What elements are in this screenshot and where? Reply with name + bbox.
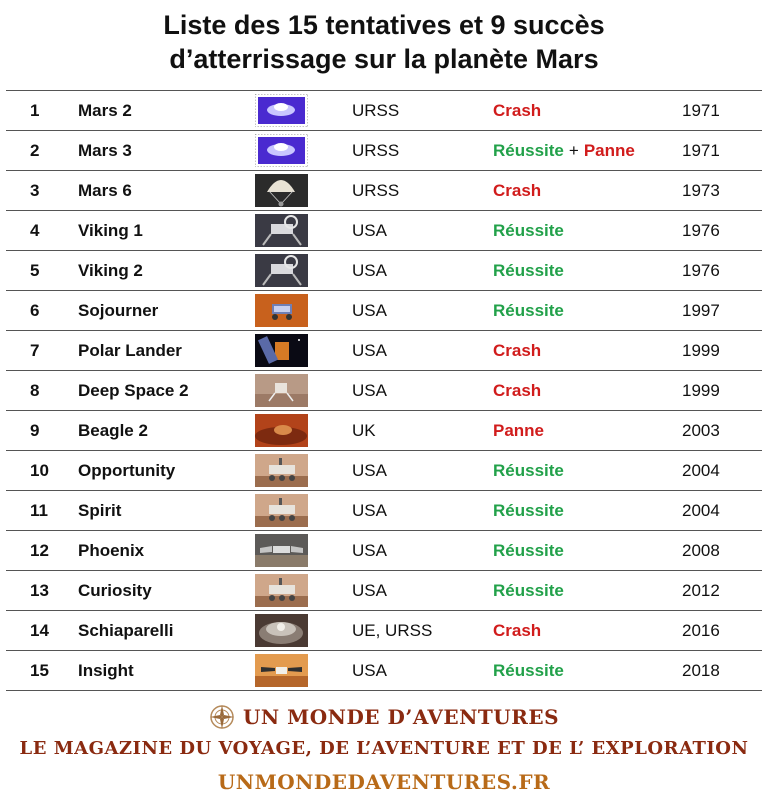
mission-status (493, 371, 541, 410)
status-label: Réussite (493, 501, 564, 520)
mission-thumbnail (255, 614, 308, 647)
row-number: 14 (30, 621, 49, 640)
status-label: Crash (493, 181, 542, 200)
mission-country: UE, URSS (352, 621, 433, 640)
status-label: Réussite (493, 261, 564, 280)
table-row (6, 371, 762, 411)
table-row (6, 451, 762, 491)
status-label: Réussite (493, 301, 564, 320)
title-line-2: d’atterrissage sur la planète Mars (169, 44, 599, 74)
mission-year: 2004 (682, 501, 720, 520)
status-label: Réussite (493, 141, 564, 160)
mission-name: Opportunity (78, 461, 176, 480)
status-label: Panne (493, 421, 545, 440)
mission-year: 2003 (682, 421, 720, 440)
mission-thumbnail (255, 494, 308, 527)
mission-thumbnail (255, 254, 308, 287)
status-plus: + (568, 141, 579, 160)
brand-name: UN MONDE D’AVENTURES (242, 705, 560, 729)
row-number: 1 (30, 101, 40, 120)
mission-country: USA (352, 261, 387, 280)
mission-status (493, 211, 564, 250)
mission-country: USA (352, 461, 387, 480)
mission-year: 1973 (682, 181, 720, 200)
table-row (6, 611, 762, 651)
mission-thumbnail (255, 334, 308, 367)
row-number: 10 (30, 461, 49, 480)
row-number: 9 (30, 421, 40, 440)
mission-status (493, 131, 635, 170)
row-number: 5 (30, 261, 40, 280)
mission-status (493, 531, 564, 570)
mission-country: USA (352, 661, 387, 680)
table-row (6, 211, 762, 251)
mission-name: Schiaparelli (78, 621, 174, 640)
mission-country: USA (352, 301, 387, 320)
mission-year: 1997 (682, 301, 720, 320)
mission-thumbnail (255, 534, 308, 567)
mission-year: 2012 (682, 581, 720, 600)
row-number: 12 (30, 541, 49, 560)
mission-thumbnail (255, 654, 308, 687)
footer-brand (0, 704, 768, 730)
compass-rose-icon (209, 704, 235, 730)
mission-name: Beagle 2 (78, 421, 148, 440)
mission-name: Phoenix (78, 541, 145, 560)
status-label-secondary: Panne (583, 141, 635, 160)
table-row (6, 251, 762, 291)
mission-country: USA (352, 341, 387, 360)
row-number: 2 (30, 141, 40, 160)
mission-thumbnail (255, 134, 308, 167)
table-row (6, 651, 762, 691)
mission-country: USA (352, 541, 387, 560)
mission-name: Mars 3 (78, 141, 132, 160)
mission-year: 2016 (682, 621, 720, 640)
row-number: 13 (30, 581, 49, 600)
mission-thumbnail (255, 294, 308, 327)
status-label: Crash (493, 381, 542, 400)
mission-name: Mars 2 (78, 101, 132, 120)
mission-thumbnail (255, 94, 308, 127)
page-title (0, 8, 768, 76)
mission-status (493, 91, 541, 130)
status-label: Crash (493, 621, 542, 640)
mission-status (493, 171, 541, 210)
row-number: 11 (30, 501, 48, 520)
row-number: 8 (30, 381, 40, 400)
table-row (6, 131, 762, 171)
mission-year: 2008 (682, 541, 720, 560)
mission-year: 2018 (682, 661, 720, 680)
mission-thumbnail (255, 454, 308, 487)
status-label: Réussite (493, 221, 564, 240)
mission-name: Spirit (78, 501, 122, 520)
mission-year: 1999 (682, 381, 720, 400)
landings-table (6, 90, 762, 691)
mission-name: Curiosity (78, 581, 152, 600)
mission-name: Polar Lander (78, 341, 182, 360)
mission-name: Viking 2 (78, 261, 143, 280)
status-label: Réussite (493, 581, 564, 600)
footer-url[interactable]: UNMONDEDAVENTURES.FR (217, 770, 551, 794)
mission-country: UK (352, 421, 376, 440)
table-row (6, 491, 762, 531)
mission-status (493, 571, 564, 610)
mission-thumbnail (255, 174, 308, 207)
mission-status (493, 491, 564, 530)
mission-year: 1999 (682, 341, 720, 360)
mission-name: Viking 1 (78, 221, 143, 240)
mission-country: USA (352, 501, 387, 520)
row-number: 3 (30, 181, 40, 200)
mission-country: USA (352, 581, 387, 600)
table-row (6, 411, 762, 451)
mission-year: 1976 (682, 261, 720, 280)
table-row (6, 171, 762, 211)
table-row (6, 331, 762, 371)
table-row (6, 291, 762, 331)
row-number: 15 (30, 661, 49, 680)
table-row (6, 571, 762, 611)
mission-year: 2004 (682, 461, 720, 480)
status-label: Réussite (493, 461, 564, 480)
mission-country: URSS (352, 181, 400, 200)
status-label: Réussite (493, 661, 564, 680)
mission-thumbnail (255, 414, 308, 447)
title-line-1: Liste des 15 tentatives et 9 succès (163, 10, 605, 40)
mission-thumbnail (255, 374, 308, 407)
status-label: Crash (493, 341, 542, 360)
mission-status (493, 451, 564, 490)
status-label: Réussite (493, 541, 564, 560)
mission-status (493, 291, 564, 330)
footer-tagline: LE MAGAZINE DU VOYAGE, DE L’AVENTURE ET DE L’ EXPLORATION (19, 738, 749, 759)
mission-status (493, 411, 544, 450)
mission-name: Mars 6 (78, 181, 132, 200)
mission-thumbnail (255, 574, 308, 607)
mission-name: Sojourner (78, 301, 159, 320)
mission-status (493, 651, 564, 690)
mission-status (493, 331, 541, 370)
mission-country: URSS (352, 101, 400, 120)
mission-name: Insight (78, 661, 134, 680)
mission-year: 1976 (682, 221, 720, 240)
mission-status (493, 611, 541, 650)
mission-country: URSS (352, 141, 400, 160)
mission-status (493, 251, 564, 290)
mission-year: 1971 (682, 101, 720, 120)
mission-name: Deep Space 2 (78, 381, 189, 400)
mission-thumbnail (255, 214, 308, 247)
row-number: 7 (30, 341, 40, 360)
mission-country: USA (352, 221, 387, 240)
table-row (6, 531, 762, 571)
mission-year: 1971 (682, 141, 720, 160)
status-label: Crash (493, 101, 542, 120)
mission-country: USA (352, 381, 387, 400)
row-number: 4 (30, 221, 40, 240)
table-row (6, 90, 762, 131)
row-number: 6 (30, 301, 40, 320)
